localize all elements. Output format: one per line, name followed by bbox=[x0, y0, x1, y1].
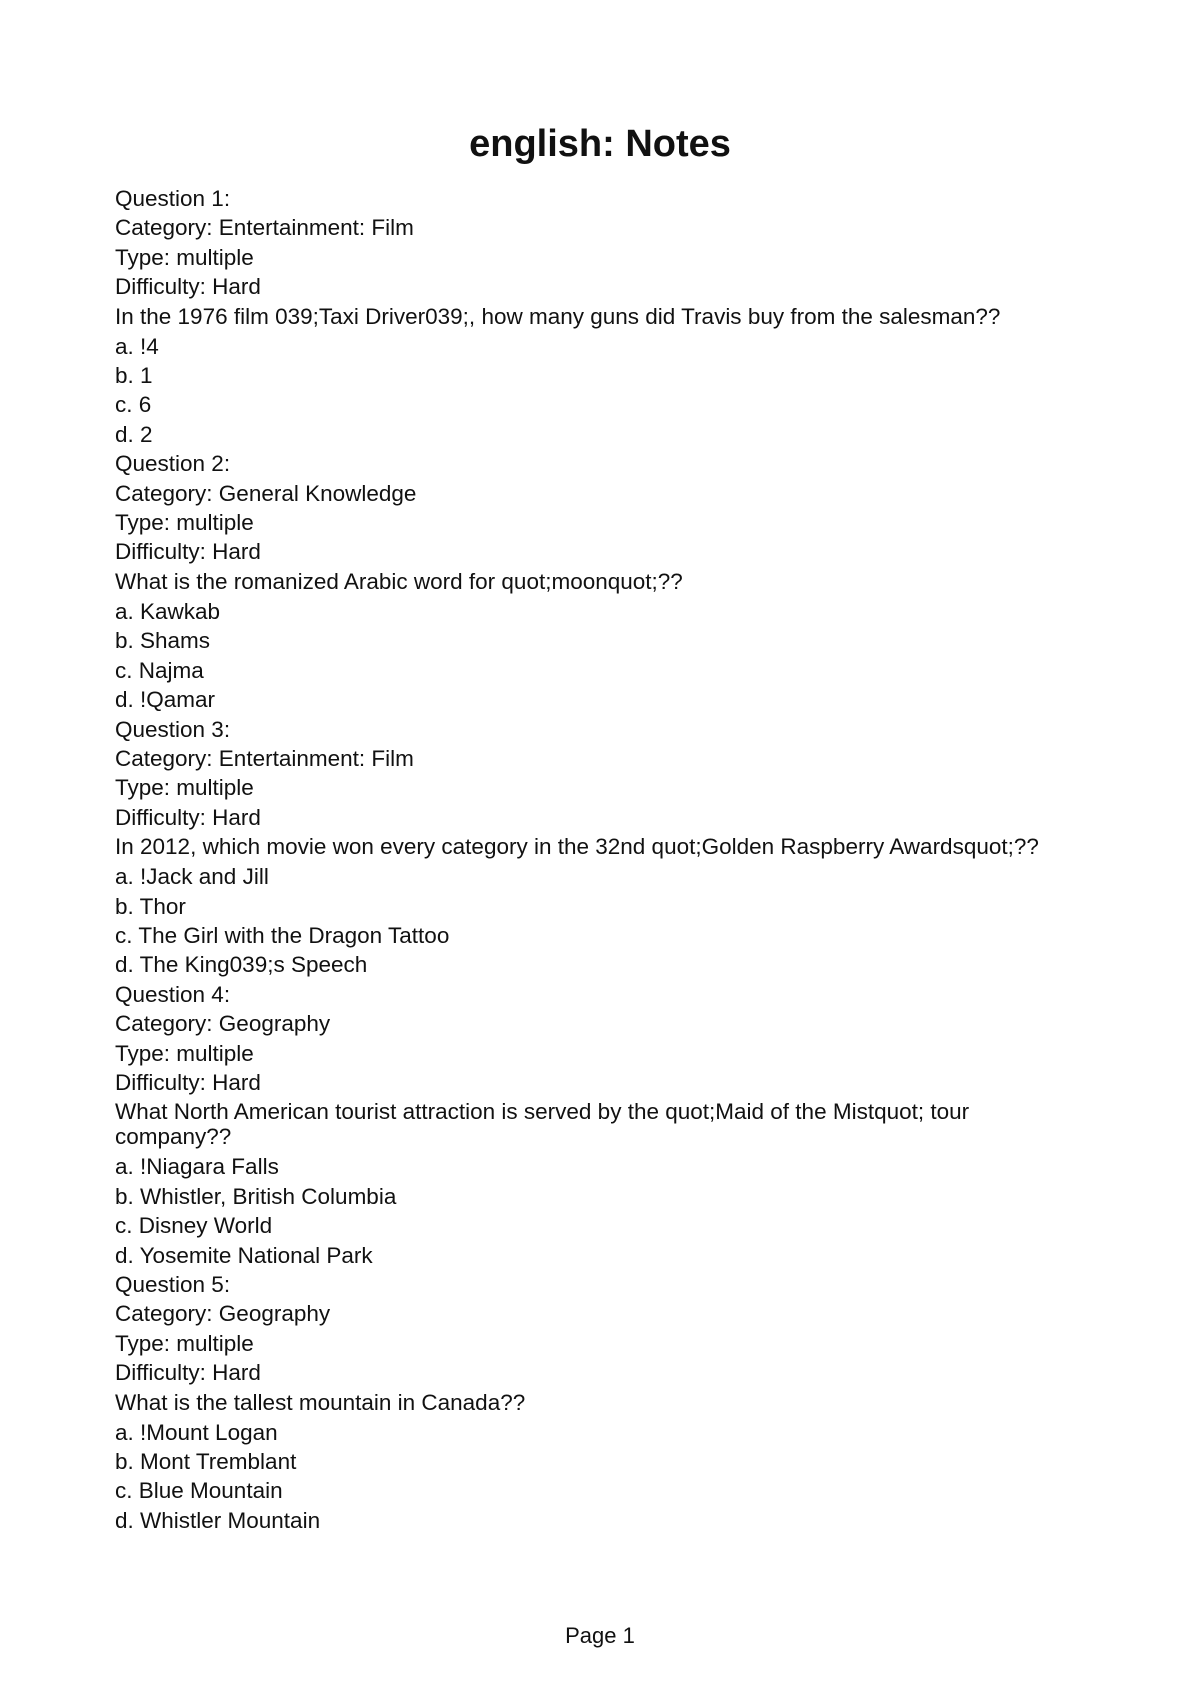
question-header: Question 5: bbox=[115, 1272, 231, 1297]
question-difficulty: Difficulty: Hard bbox=[115, 1069, 261, 1095]
answer-option: d. The King039;s Speech bbox=[115, 952, 368, 978]
question-category: Category: Geography bbox=[115, 1011, 331, 1037]
answer-option: d. 2 bbox=[115, 421, 153, 447]
answer-option: d. !Qamar bbox=[115, 687, 216, 713]
page-title: english: Notes bbox=[469, 123, 731, 165]
question-block-1 bbox=[115, 184, 1075, 449]
question-category: Category: Entertainment: Film bbox=[115, 745, 414, 771]
question-block-4 bbox=[115, 980, 1075, 1270]
question-block-5 bbox=[115, 1270, 1075, 1535]
answer-option: d. Yosemite National Park bbox=[115, 1242, 373, 1268]
question-type: Type: multiple bbox=[115, 1330, 254, 1356]
question-text: In 2012, which movie won every category in the 32nd quot;Golden Raspberry Awardsquot;?? bbox=[115, 834, 1039, 860]
question-difficulty: Difficulty: Hard bbox=[115, 804, 261, 830]
answer-option: b. 1 bbox=[115, 363, 153, 389]
question-text: What is the tallest mountain in Canada?? bbox=[115, 1389, 526, 1415]
question-difficulty: Difficulty: Hard bbox=[115, 1360, 261, 1386]
answer-option: c. 6 bbox=[115, 392, 152, 418]
answer-option: a. !Niagara Falls bbox=[115, 1154, 279, 1180]
question-category: Category: Geography bbox=[115, 1301, 331, 1327]
answer-option: b. Shams bbox=[115, 628, 211, 654]
question-header: Question 1: bbox=[115, 186, 231, 211]
answer-option: c. The Girl with the Dragon Tattoo bbox=[115, 922, 450, 948]
question-type: Type: multiple bbox=[115, 775, 254, 801]
question-header: Question 4: bbox=[115, 981, 231, 1007]
answer-option: b. Mont Tremblant bbox=[115, 1449, 297, 1475]
question-text: What North American tourist attraction is served by the quot;Maid of the Mistquot; tour company?? bbox=[115, 1099, 970, 1150]
answer-option: d. Whistler Mountain bbox=[115, 1507, 321, 1533]
question-category: Category: Entertainment: Film bbox=[115, 215, 414, 241]
answer-option: c. Najma bbox=[115, 657, 204, 683]
question-type: Type: multiple bbox=[115, 1040, 254, 1066]
answer-option: a. !Mount Logan bbox=[115, 1419, 278, 1445]
answer-option: a. !4 bbox=[115, 333, 159, 359]
question-difficulty: Difficulty: Hard bbox=[115, 274, 261, 300]
page-number: Page 1 bbox=[565, 1623, 635, 1648]
answer-option: c. Blue Mountain bbox=[115, 1478, 283, 1504]
question-type: Type: multiple bbox=[115, 244, 254, 270]
question-type: Type: multiple bbox=[115, 510, 254, 536]
question-header: Question 3: bbox=[115, 716, 231, 742]
answer-option: a. !Jack and Jill bbox=[115, 864, 269, 890]
question-category: Category: General Knowledge bbox=[115, 480, 417, 506]
question-block-3 bbox=[115, 715, 1075, 980]
answer-option: b. Whistler, British Columbia bbox=[115, 1183, 397, 1209]
answer-option: c. Disney World bbox=[115, 1213, 273, 1239]
question-header: Question 2: bbox=[115, 451, 231, 477]
answer-option: a. Kawkab bbox=[115, 598, 221, 624]
question-difficulty: Difficulty: Hard bbox=[115, 539, 261, 565]
question-text: What is the romanized Arabic word for quot;moonquot;?? bbox=[115, 568, 683, 594]
answer-option: b. Thor bbox=[115, 893, 186, 919]
question-block-2 bbox=[115, 449, 1075, 714]
question-text: In the 1976 film 039;Taxi Driver039;, how many guns did Travis buy from the salesman?? bbox=[115, 303, 1001, 329]
notes-content bbox=[115, 184, 1075, 1535]
